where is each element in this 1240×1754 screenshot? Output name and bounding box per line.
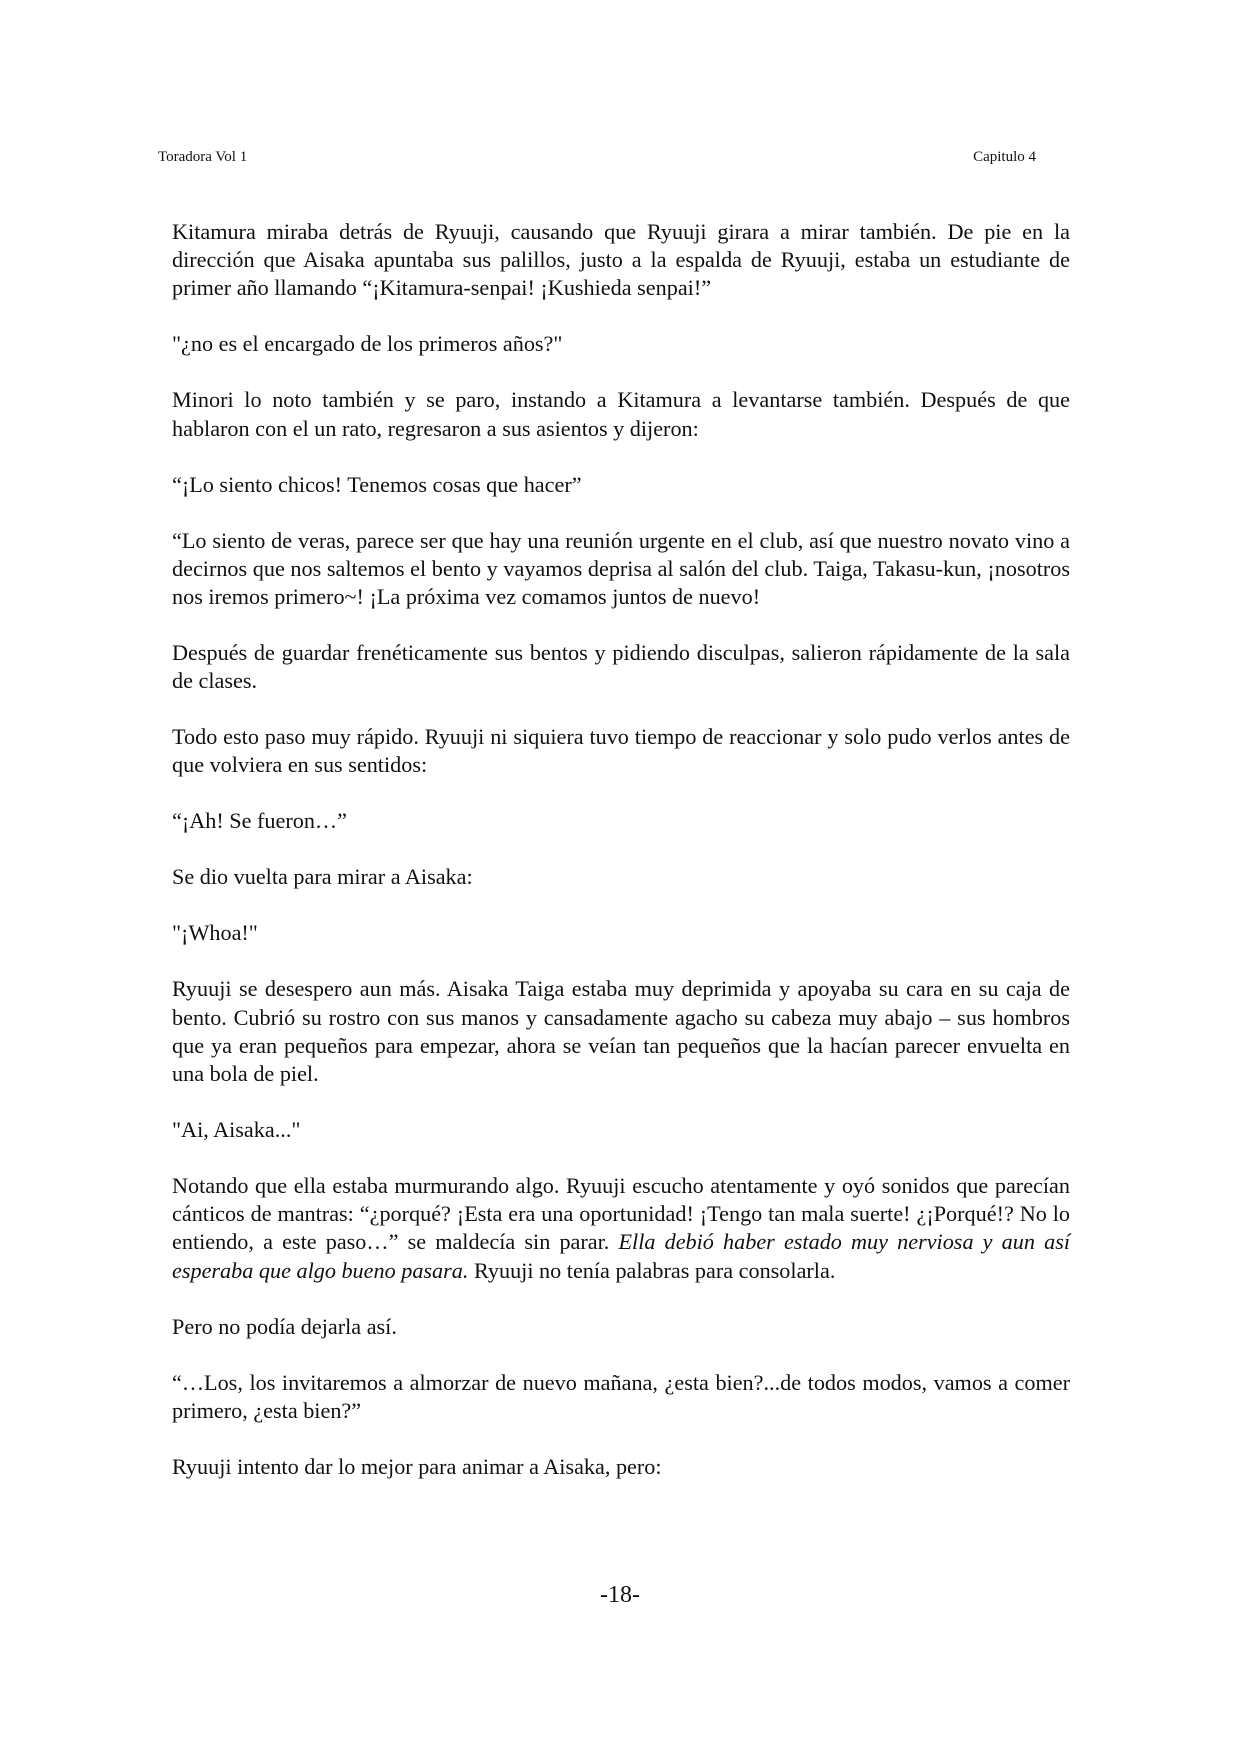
paragraph bbox=[172, 1172, 1070, 1285]
paragraph: Ryuuji intento dar lo mejor para animar a Aisaka, pero: bbox=[172, 1453, 662, 1479]
page-header bbox=[158, 146, 1036, 168]
paragraph: “¡Ah! Se fueron…” bbox=[172, 808, 347, 834]
paragraph: Minori lo noto también y se paro, instando a Kitamura a levantarse también. Después de que hablaron con el un rato, regresaron a sus asientos y dijeron: bbox=[172, 387, 1070, 441]
paragraph: Ryuuji se desespero aun más. Aisaka Taiga estaba muy deprimida y apoyaba su cara en su caja de bento. Cubrió su rostro con sus manos y cansadamente agacho su cabeza muy abajo – sus hombros que ya eran pequeños para empezar, ahora se veían tan pequeños que la hacían parecer envuelta en una bola de piel. bbox=[172, 976, 1070, 1087]
paragraph: Se dio vuelta para mirar a Aisaka: bbox=[172, 864, 473, 890]
header-chapter: Capitulo 4 bbox=[973, 149, 1036, 165]
paragraph: “¡Lo siento chicos! Tenemos cosas que hacer” bbox=[172, 471, 582, 497]
paragraph: Después de guardar frenéticamente sus bentos y pidiendo disculpas, salieron rápidamente de la sala de clases. bbox=[172, 640, 1070, 694]
page-body bbox=[172, 218, 1070, 1509]
paragraph: Todo esto paso muy rápido. Ryuuji ni siquiera tuvo tiempo de reaccionar y solo pudo verlos antes de que volviera en sus sentidos: bbox=[172, 724, 1070, 778]
paragraph: Kitamura miraba detrás de Ryuuji, causando que Ryuuji girara a mirar también. De pie en la dirección que Aisaka apuntaba sus palillos, justo a la espalda de Ryuuji, estaba un estudiante de primer año llamando “¡Kitamura-senpai! ¡Kushieda senpai!” bbox=[172, 219, 1070, 301]
paragraph-text: Notando que ella estaba murmurando algo. Ryuuji escucho atentamente y oyó sonidos que parecían cánticos de mantras: “¿porqué? ¡Esta era una oportunidad! ¡Tengo tan mala suerte! ¿¡Porqué!? No lo entiendo, a este paso…” se maldecía sin parar. bbox=[172, 1173, 1070, 1255]
paragraph-italic-text: Ella debió haber estado muy nerviosa y aun así esperaba que algo bueno pasara. bbox=[172, 1229, 1070, 1283]
paragraph: "¡Whoa!" bbox=[172, 920, 258, 946]
header-book-title: Toradora Vol 1 bbox=[158, 149, 248, 165]
paragraph: "Ai, Aisaka..." bbox=[172, 1117, 301, 1143]
paragraph: Pero no podía dejarla así. bbox=[172, 1313, 397, 1339]
paragraph: “Lo siento de veras, parece ser que hay una reunión urgente en el club, así que nuestro novato vino a decirnos que nos saltemos el bento y vayamos deprisa al salón del club. Taiga, Takasu-kun, ¡nosotros nos iremos primero~! ¡La próxima vez comamos juntos de nuevo! bbox=[172, 527, 1070, 610]
paragraph: “…Los, los invitaremos a almorzar de nuevo mañana, ¿esta bien?...de todos modos, vamos a comer primero, ¿esta bien?” bbox=[172, 1369, 1070, 1423]
paragraph-text: Ryuuji no tenía palabras para consolarla. bbox=[468, 1257, 836, 1283]
page-number: -18- bbox=[600, 1582, 640, 1608]
paragraph: "¿no es el encargado de los primeros años?" bbox=[172, 331, 563, 357]
